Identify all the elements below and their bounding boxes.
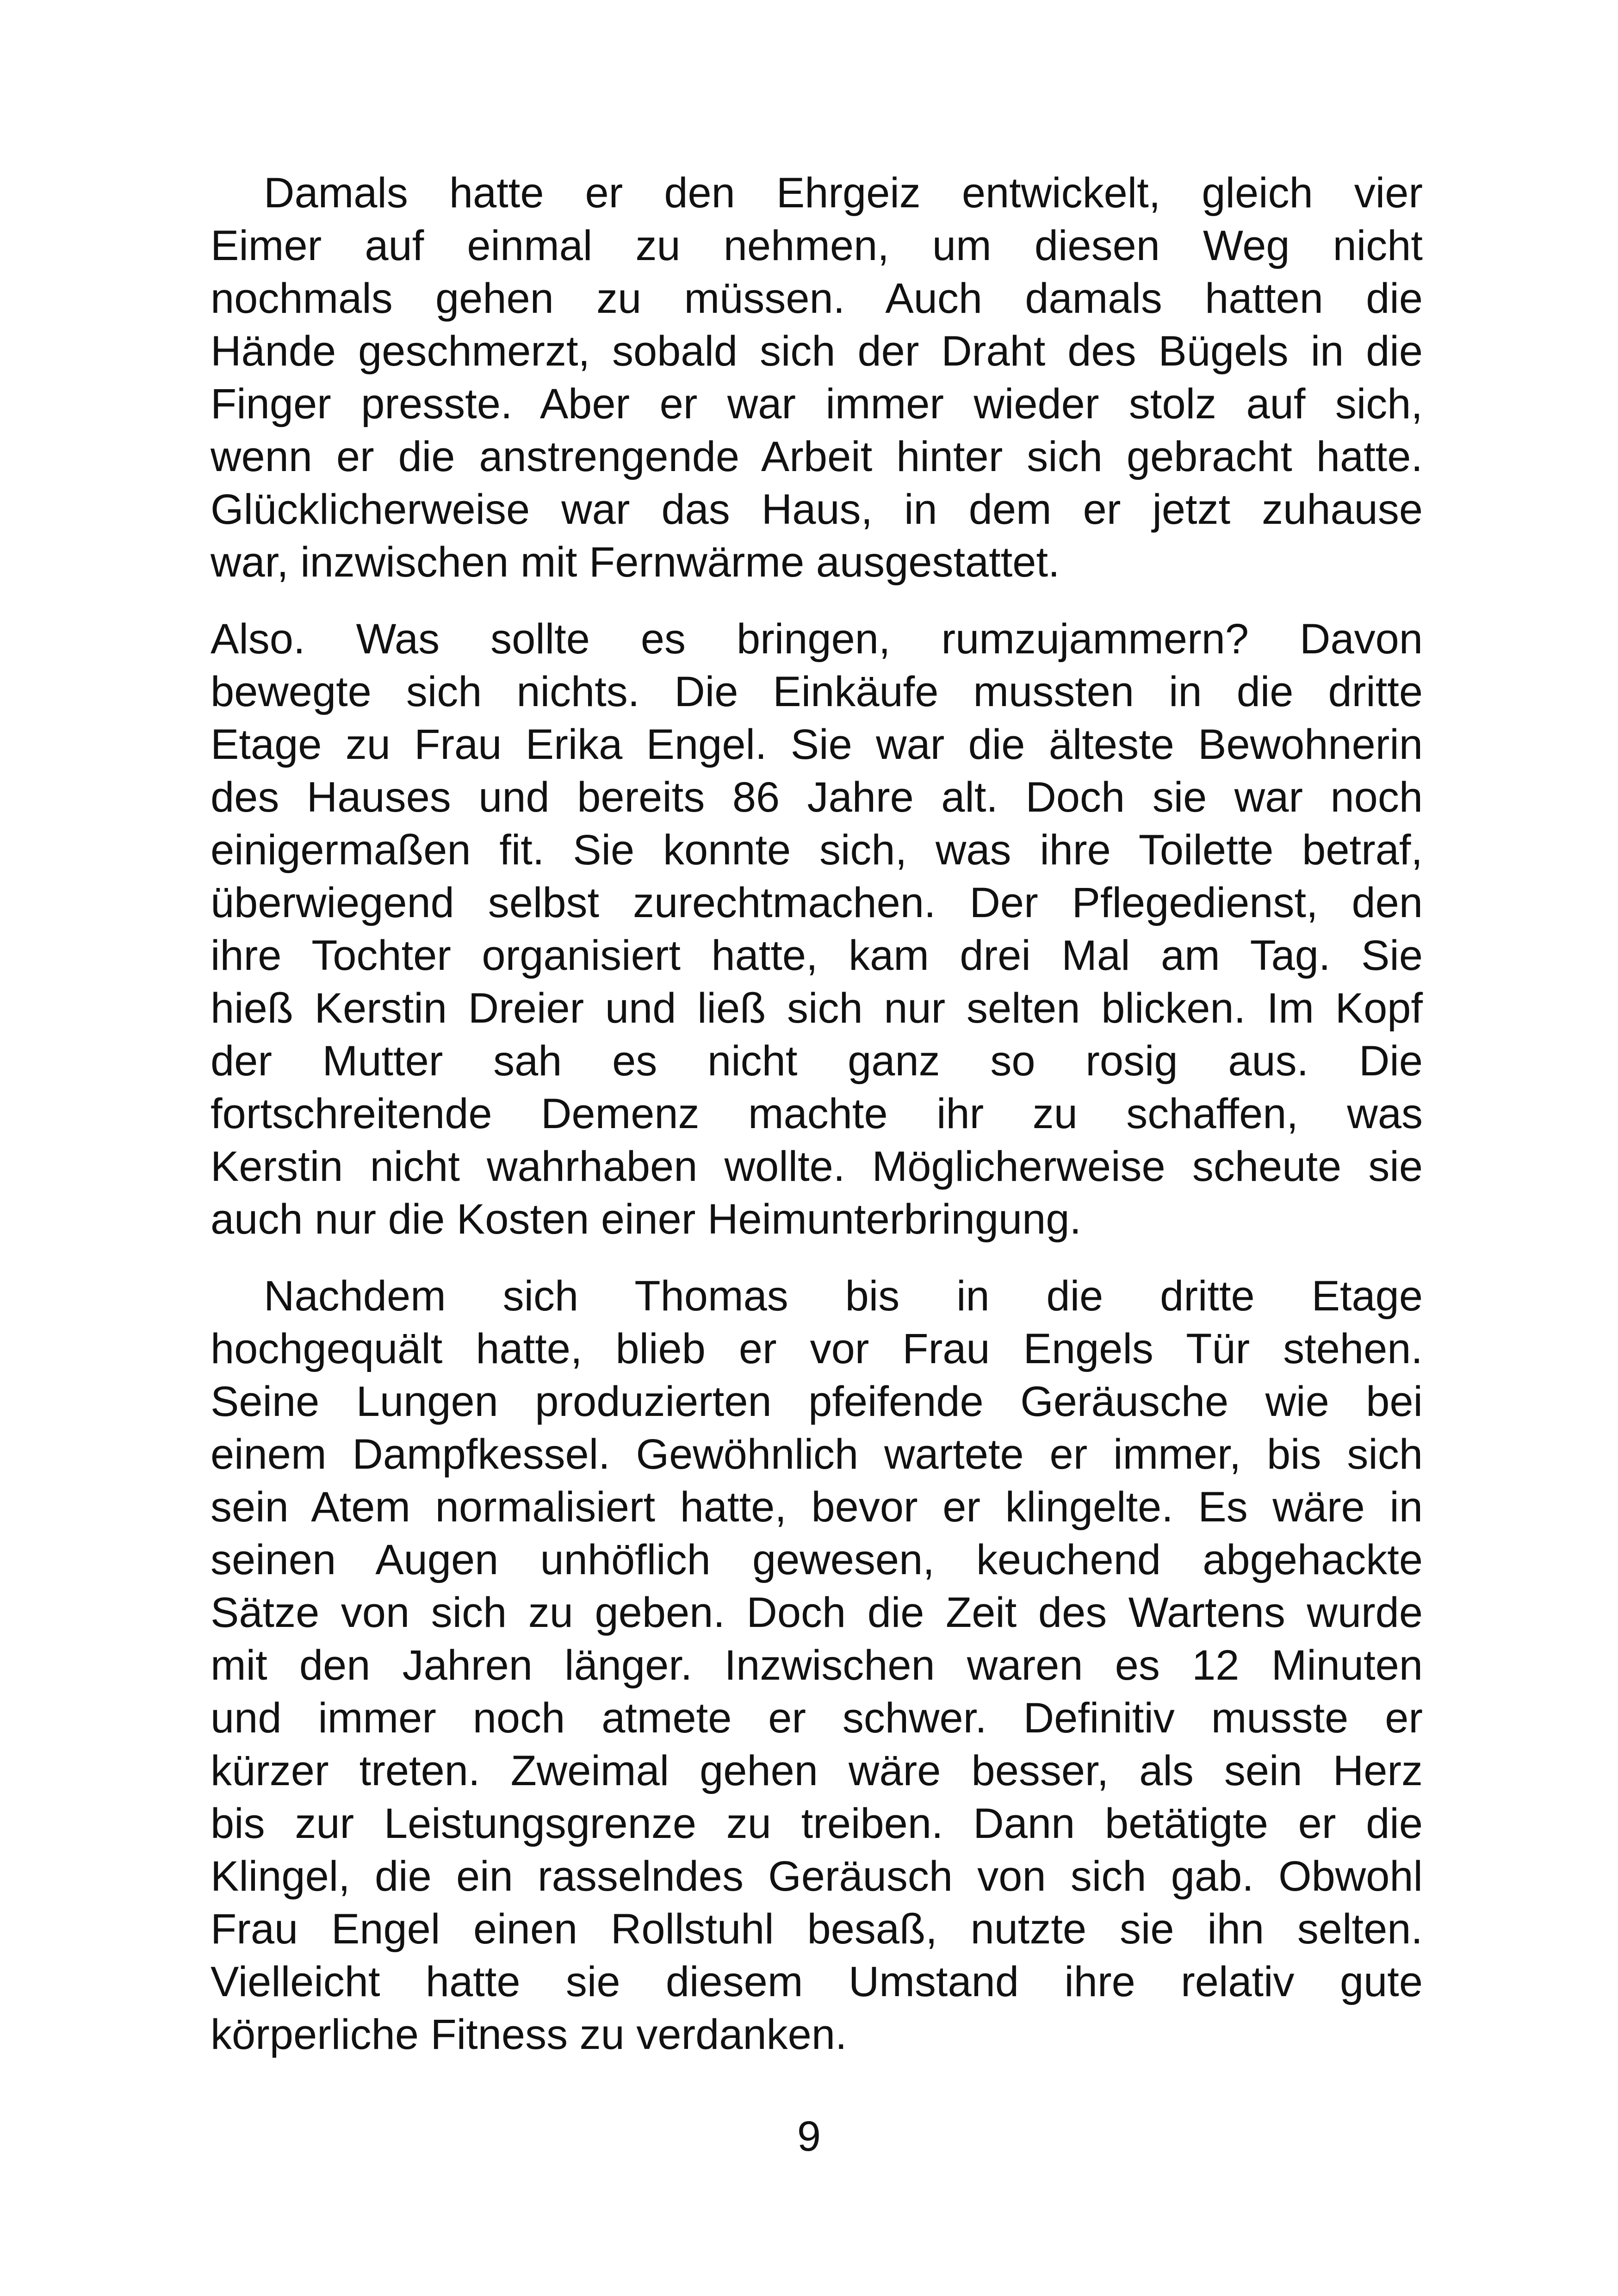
paragraph-3 <box>211 1270 1423 2061</box>
text-line: Seine Lungen produzierten pfeifende Geräusche wie bei <box>211 1378 1423 1425</box>
text-line: einem Dampfkessel. Gewöhnlich wartete er immer, bis sich <box>211 1431 1423 1478</box>
text-line: bis zur Leistungsgrenze zu treiben. Dann betätigte er die <box>211 1800 1423 1847</box>
paragraph-2 <box>211 613 1423 1246</box>
text-line: Eimer auf einmal zu nehmen, um diesen Weg nicht <box>211 222 1423 269</box>
paragraph-1 <box>211 167 1423 589</box>
text-line: Klingel, die ein rasselndes Geräusch von sich gab. Obwohl <box>211 1853 1423 1900</box>
text-line: bewegte sich nichts. Die Einkäufe mussten in die dritte <box>211 668 1423 715</box>
text-line: Damals hatte er den Ehrgeiz entwickelt, gleich vier <box>264 169 1423 217</box>
text-line: hieß Kerstin Dreier und ließ sich nur selten blicken. Im Kopf <box>211 985 1423 1032</box>
text-line: auch nur die Kosten einer Heimunterbringung. <box>211 1196 1082 1243</box>
text-line: nochmals gehen zu müssen. Auch damals hatten die <box>211 275 1423 322</box>
text-line: Kerstin nicht wahrhaben wollte. Möglicherweise scheute sie <box>211 1143 1423 1190</box>
text-line: Finger presste. Aber er war immer wieder stolz auf sich, <box>211 380 1423 428</box>
text-line: hochgequält hatte, blieb er vor Frau Engels Tür stehen. <box>211 1325 1423 1372</box>
text-line: seinen Augen unhöflich gewesen, keuchend abgehackte <box>211 1536 1423 1583</box>
text-line: Hände geschmerzt, sobald sich der Draht des Bügels in die <box>211 328 1423 375</box>
text-line: Also. Was sollte es bringen, rumzujammern? Davon <box>211 615 1423 663</box>
body-text <box>211 167 1423 2061</box>
text-line: fortschreitende Demenz machte ihr zu schaffen, was <box>211 1090 1423 1137</box>
text-line: war, inzwischen mit Fernwärme ausgestattet. <box>211 539 1060 586</box>
text-line: und immer noch atmete er schwer. Definitiv musste er <box>211 1694 1423 1742</box>
page-number: 9 <box>797 2113 821 2160</box>
text-line: ihre Tochter organisiert hatte, kam drei Mal am Tag. Sie <box>211 932 1423 979</box>
text-line: Etage zu Frau Erika Engel. Sie war die älteste Bewohnerin <box>211 721 1423 768</box>
text-line: des Hauses und bereits 86 Jahre alt. Doch sie war noch <box>211 774 1423 821</box>
text-line: Glücklicherweise war das Haus, in dem er jetzt zuhause <box>211 486 1423 533</box>
text-line: überwiegend selbst zurechtmachen. Der Pflegedienst, den <box>211 879 1423 926</box>
text-line: Sätze von sich zu geben. Doch die Zeit des Wartens wurde <box>211 1589 1423 1636</box>
text-line: mit den Jahren länger. Inzwischen waren es 12 Minuten <box>211 1642 1423 1689</box>
text-line: Vielleicht hatte sie diesem Umstand ihre relativ gute <box>211 1958 1423 2005</box>
text-line: sein Atem normalisiert hatte, bevor er klingelte. Es wäre in <box>211 1483 1423 1531</box>
text-line: körperliche Fitness zu verdanken. <box>211 2011 847 2058</box>
text-line: wenn er die anstrengende Arbeit hinter sich gebracht hatte. <box>211 433 1423 480</box>
text-line: der Mutter sah es nicht ganz so rosig aus. Die <box>211 1037 1423 1085</box>
text-line: einigermaßen fit. Sie konnte sich, was ihre Toilette betraf, <box>211 826 1423 874</box>
text-line: Nachdem sich Thomas bis in die dritte Etage <box>264 1272 1423 1320</box>
text-line: Frau Engel einen Rollstuhl besaß, nutzte sie ihn selten. <box>211 1905 1423 1953</box>
text-line: kürzer treten. Zweimal gehen wäre besser, als sein Herz <box>211 1747 1423 1794</box>
